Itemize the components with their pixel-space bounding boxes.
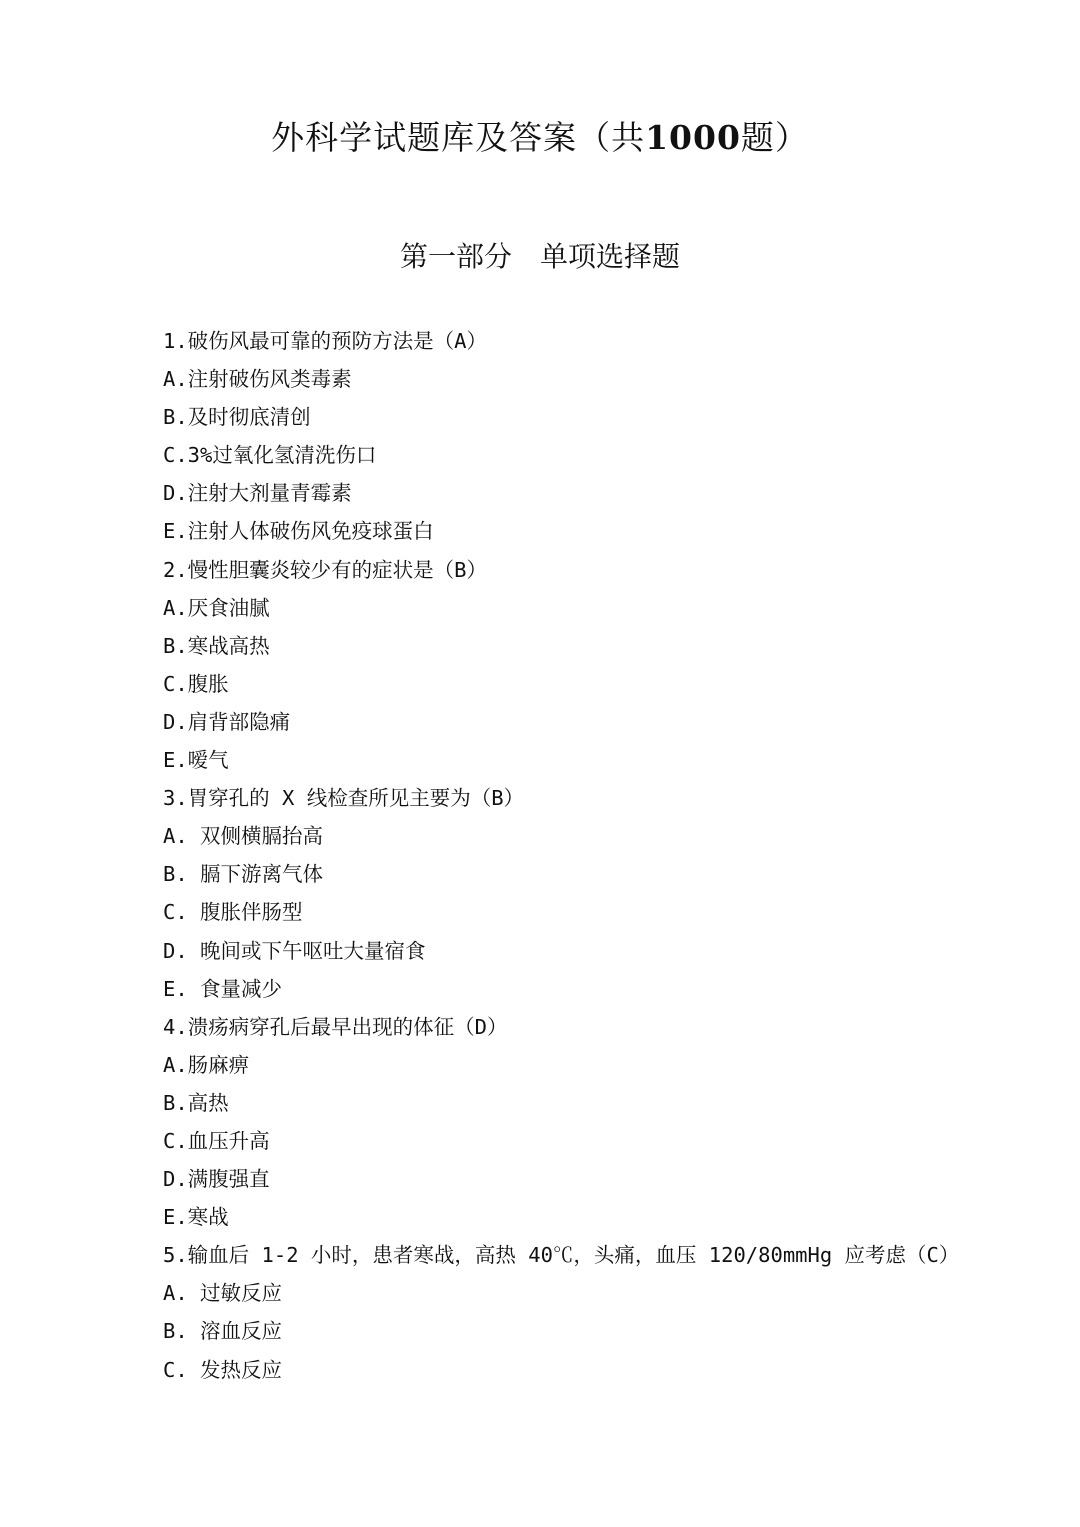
answer-option: C. 腹胀伴肠型 [163,900,303,925]
answer-option: A.肠麻痹 [163,1052,250,1077]
answer-option: E.注射人体破伤风免疫球蛋白 [163,519,434,544]
answer-option: A. 过敏反应 [163,1281,283,1306]
answer-option: B.寒战高热 [163,633,270,658]
answer-option: C. 发热反应 [163,1357,283,1382]
question-stem: 3.胃穿孔的 X 线检查所见主要为（B） [163,786,525,811]
question-stem: 1.破伤风最可靠的预防方法是（A） [163,329,488,353]
section-heading: 第一部分 单项选择题 [399,240,680,273]
document-title [0,112,1080,164]
answer-option: C.腹胀 [163,671,229,696]
answer-option: A.注射破伤风类毒素 [163,367,352,392]
title-suffix: 题） [740,118,809,157]
answer-option: D. 晚间或下午呕吐大量宿食 [163,938,426,963]
answer-option: A.厌食油腻 [163,595,270,620]
answer-option: B. 溶血反应 [163,1319,283,1344]
question-stem: 2.慢性胆囊炎较少有的症状是（B） [163,557,488,582]
title-number: 1000 [645,118,741,157]
answer-option: B. 膈下游离气体 [163,862,324,887]
answer-option: D.满腹强直 [163,1167,270,1192]
answer-option: C.血压升高 [163,1128,270,1153]
answer-option: E.嗳气 [163,748,229,773]
answer-option: E. 食量减少 [163,976,283,1001]
answer-option: B.及时彻底清创 [163,405,311,430]
answer-option: A. 双侧横膈抬高 [163,824,324,849]
title-prefix: 外科学试题库及答案（共 [271,118,646,157]
answer-option: D.注射大剂量青霉素 [163,481,352,506]
answer-option: B.高热 [163,1090,229,1115]
answer-option: D.肩背部隐痛 [163,709,291,734]
question-stem: 5.输血后 1-2 小时，患者寒战，高热 40℃，头痛，血压 120/80mmHg 应考虑（C） [163,1243,960,1268]
answer-option: C.3%过氧化氢清洗伤口 [163,443,377,468]
question-list [163,322,1023,1389]
question-stem: 4.溃疡病穿孔后最早出现的体征（D） [163,1014,508,1039]
answer-option: E.寒战 [163,1205,229,1230]
